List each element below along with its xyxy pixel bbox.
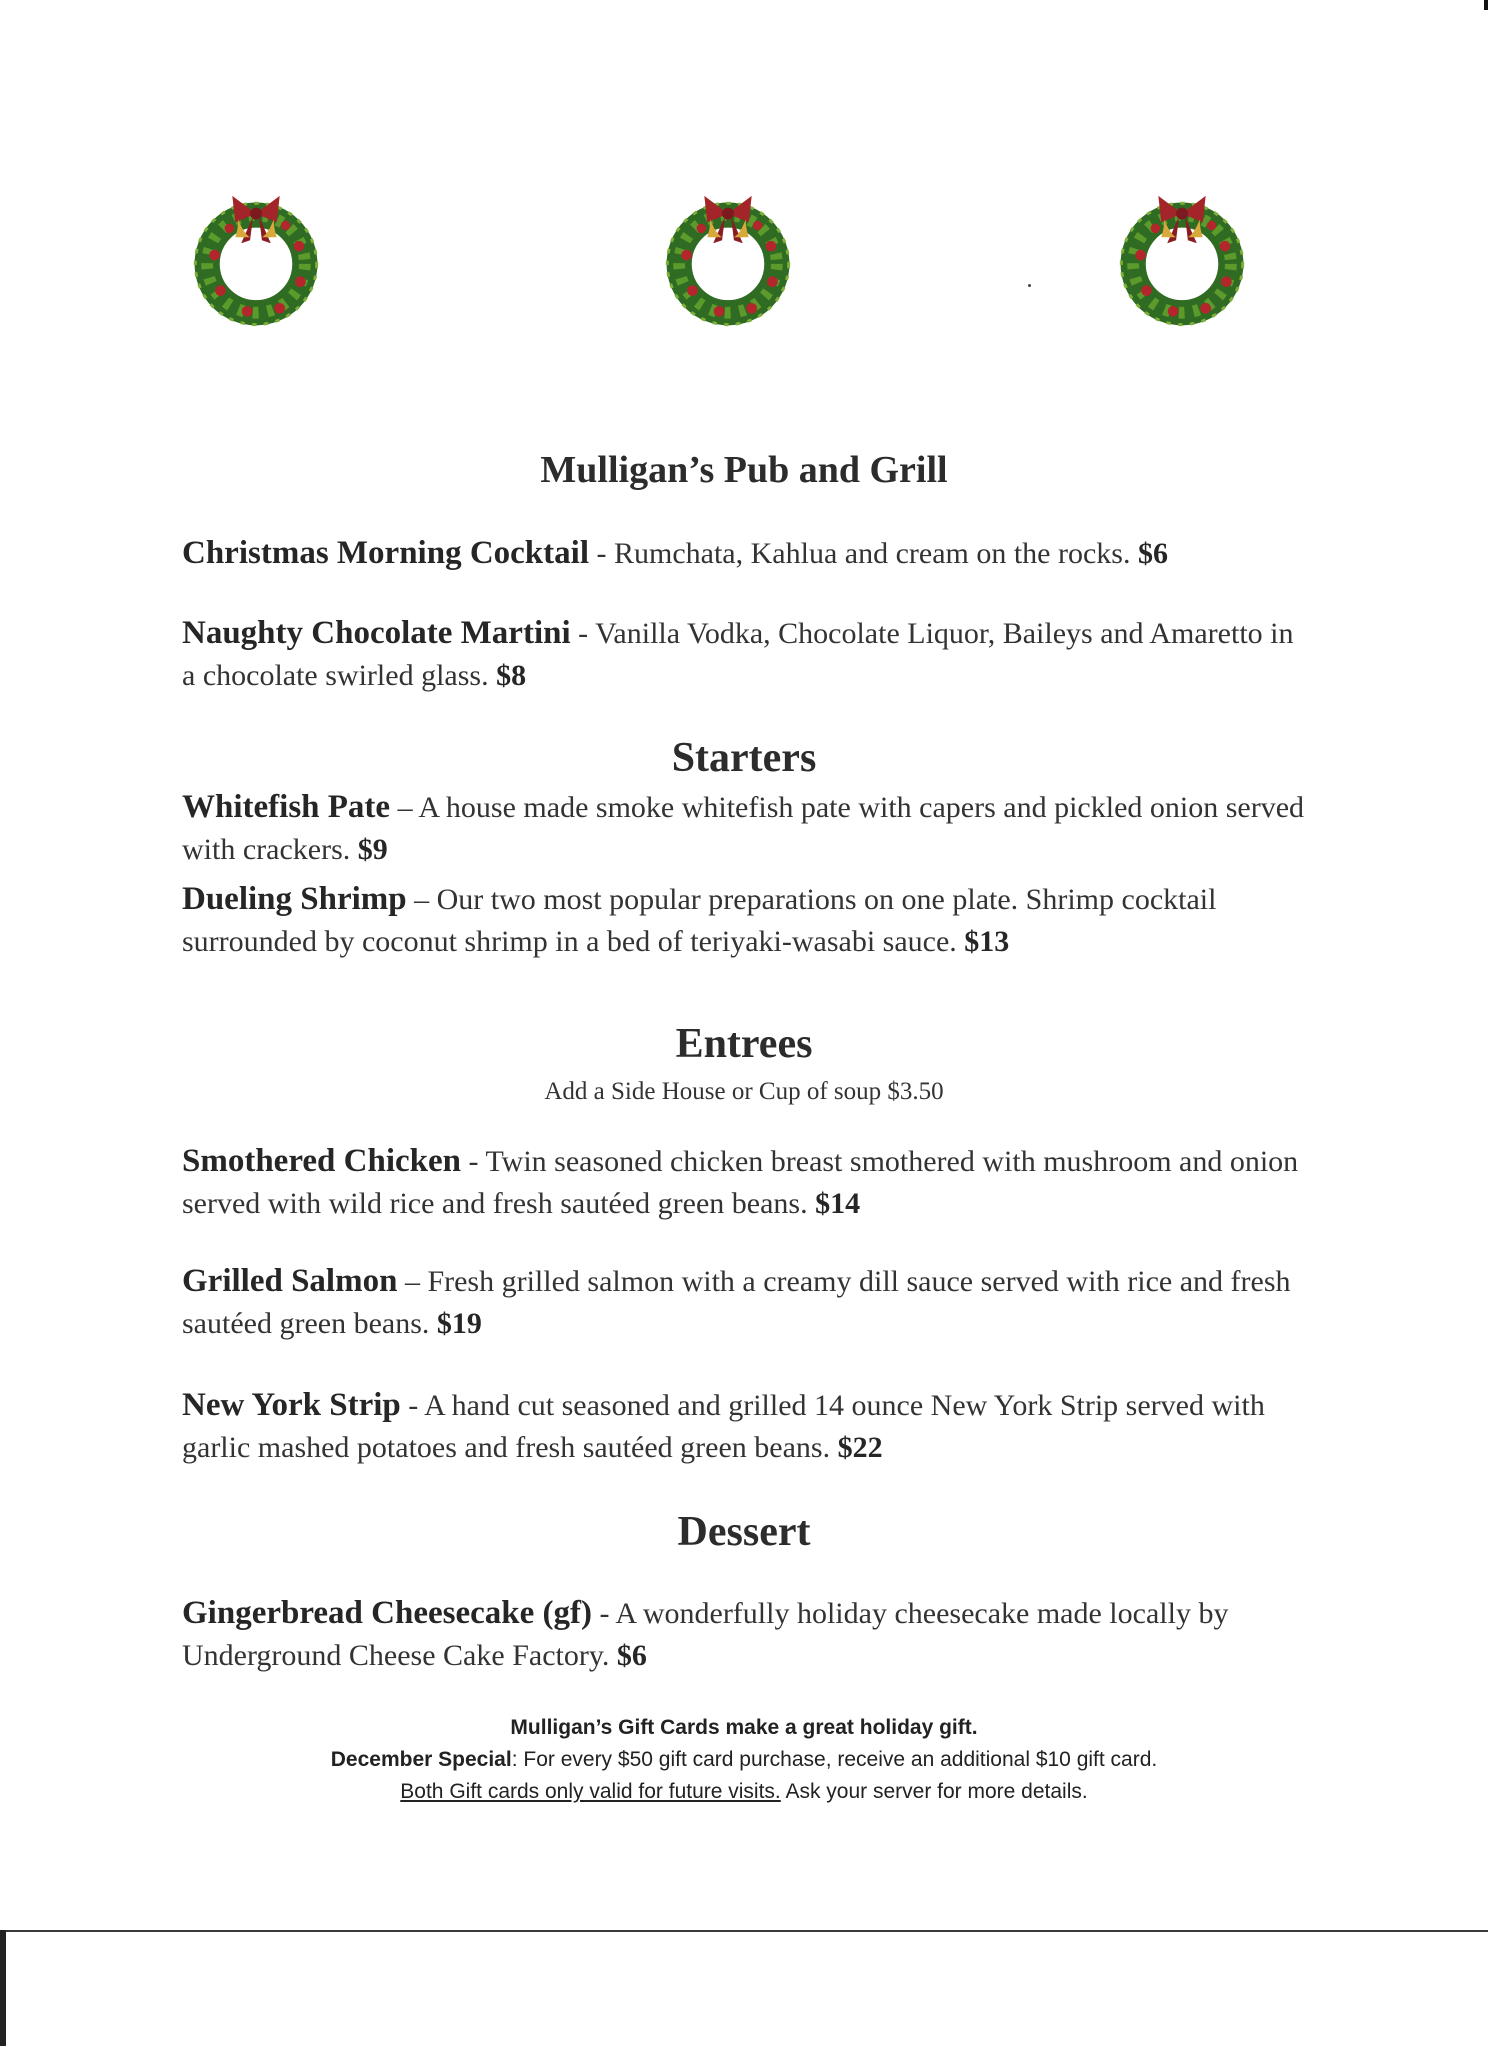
item-description: Fresh grilled salmon with a creamy dill sauce served with rice and fresh sautéed green beans. bbox=[182, 1265, 1291, 1340]
item-separator: - bbox=[589, 537, 614, 570]
item-description: Vanilla Vodka, Chocolate Liquor, Baileys and Amaretto in a chocolate swirled glass. bbox=[182, 617, 1294, 692]
item-separator: - bbox=[570, 617, 596, 650]
item-separator: – bbox=[390, 791, 419, 824]
scan-border-line bbox=[0, 1930, 1488, 1932]
item-description: Twin seasoned chicken breast smothered with mushroom and onion served with wild rice and fresh sautéed green beans. bbox=[182, 1145, 1299, 1220]
gift-card-headline: Mulligan’s Gift Cards make a great holiday gift. bbox=[510, 1716, 978, 1739]
item-name: Smothered Chicken bbox=[182, 1143, 461, 1179]
item-description: Our two most popular preparations on one plate. Shrimp cocktail surrounded by coconut shrimp in a bed of teriyaki-wasabi sauce. bbox=[182, 883, 1217, 958]
section-heading-dessert: Dessert bbox=[677, 1509, 811, 1555]
item-separator: - bbox=[400, 1389, 425, 1422]
menu-item bbox=[182, 786, 1312, 871]
december-special bbox=[0, 1744, 1488, 1776]
item-name: New York Strip bbox=[182, 1387, 401, 1423]
menu-item bbox=[182, 1592, 1312, 1677]
menu-item bbox=[182, 1260, 1312, 1345]
validity-underlined: Both Gift cards only valid for future visits. bbox=[400, 1780, 781, 1803]
item-name: Dueling Shrimp bbox=[182, 881, 407, 917]
christmas-wreath-icon bbox=[654, 184, 802, 332]
special-label: December Special bbox=[330, 1748, 512, 1771]
christmas-wreath-icon bbox=[182, 184, 330, 332]
menu-item bbox=[182, 878, 1312, 963]
gift-card-validity bbox=[0, 1776, 1488, 1808]
item-name: Christmas Morning Cocktail bbox=[182, 535, 589, 571]
menu-item bbox=[182, 1140, 1312, 1225]
restaurant-title: Mulligan’s Pub and Grill bbox=[540, 449, 948, 491]
special-colon: : bbox=[511, 1748, 524, 1771]
special-text: For every $50 gift card purchase, receive an additional $10 gift card. bbox=[523, 1748, 1158, 1771]
item-separator: - bbox=[461, 1145, 486, 1178]
menu-item bbox=[182, 1384, 1312, 1469]
item-name: Whitefish Pate bbox=[182, 789, 391, 825]
item-price: $8 bbox=[496, 659, 527, 692]
scan-corner-mark bbox=[1484, 0, 1488, 10]
item-price: $9 bbox=[357, 833, 388, 866]
item-description: A house made smoke whitefish pate with capers and pickled onion served with crackers. bbox=[182, 791, 1305, 866]
item-price: $14 bbox=[815, 1187, 861, 1220]
section-heading-starters: Starters bbox=[671, 735, 817, 781]
item-name: Gingerbread Cheesecake (gf) bbox=[182, 1595, 592, 1631]
entrees-side-note: Add a Side House or Cup of soup $3.50 bbox=[544, 1078, 944, 1105]
gift-card-footer bbox=[0, 1712, 1488, 1808]
menu-item bbox=[182, 612, 1312, 697]
item-price: $13 bbox=[964, 925, 1010, 958]
item-price: $19 bbox=[436, 1307, 482, 1340]
item-description: Rumchata, Kahlua and cream on the rocks. bbox=[614, 537, 1138, 570]
scan-speck bbox=[1028, 284, 1031, 287]
item-price: $6 bbox=[1137, 537, 1168, 570]
item-description: A wonderfully holiday cheesecake made locally by Underground Cheese Cake Factory. bbox=[182, 1597, 1229, 1672]
validity-rest: Ask your server for more details. bbox=[780, 1780, 1088, 1803]
menu-item bbox=[182, 532, 1312, 575]
scan-edge-shadow bbox=[0, 1930, 6, 2046]
item-name: Grilled Salmon bbox=[182, 1263, 398, 1299]
item-description: A hand cut seasoned and grilled 14 ounce New York Strip served with garlic mashed potatoes and fresh sautéed green beans. bbox=[182, 1389, 1265, 1464]
item-price: $22 bbox=[837, 1431, 883, 1464]
christmas-wreath-icon bbox=[1108, 184, 1256, 332]
item-name: Naughty Chocolate Martini bbox=[182, 615, 571, 651]
item-separator: - bbox=[591, 1597, 616, 1630]
section-heading-entrees: Entrees bbox=[675, 1021, 813, 1067]
item-price: $6 bbox=[616, 1639, 647, 1672]
item-separator: – bbox=[397, 1265, 428, 1298]
item-separator: – bbox=[406, 883, 437, 916]
